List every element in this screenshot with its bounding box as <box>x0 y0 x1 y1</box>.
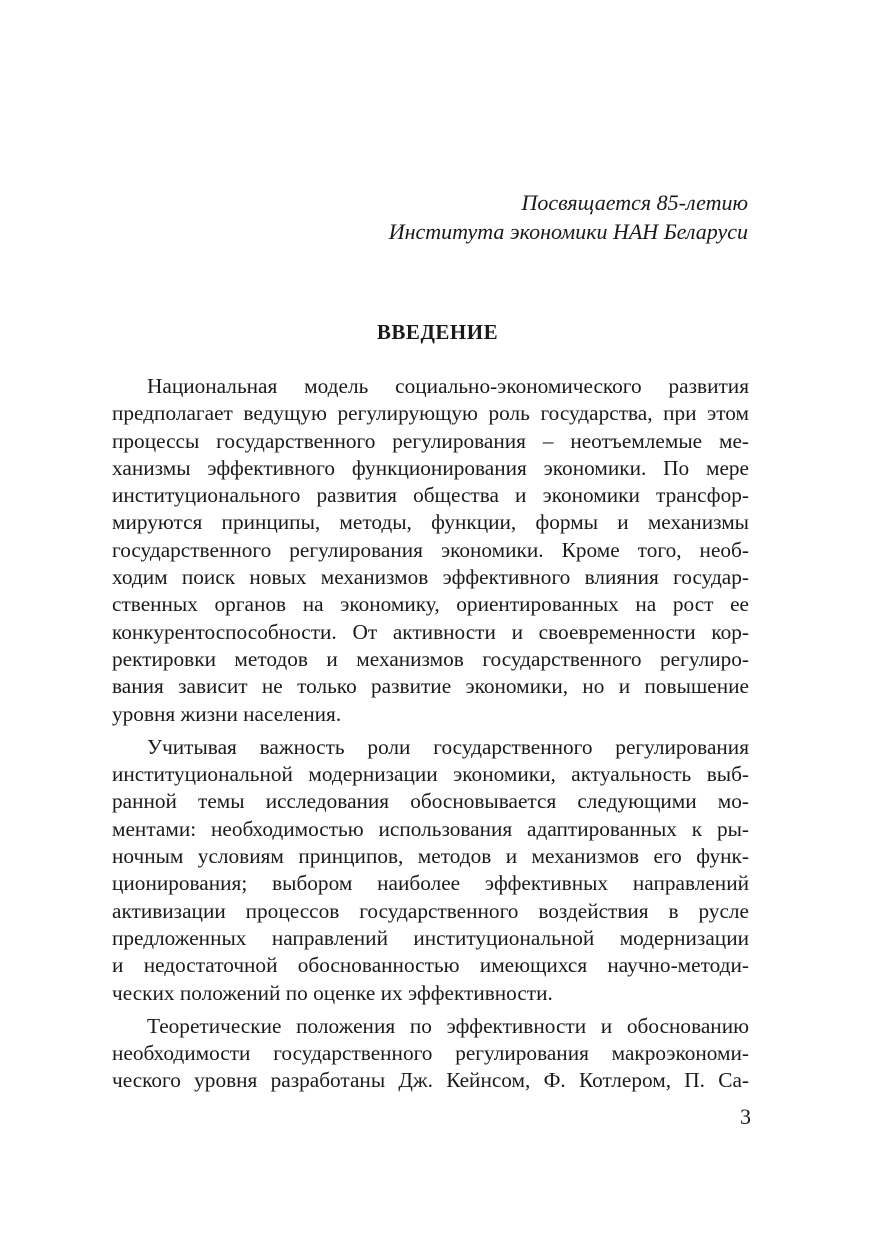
text-line: и недостаточной обоснованностью имеющихся научно-методи- <box>112 953 749 978</box>
text-line: ментами: необходимостью использования адаптированных к ры- <box>112 816 749 841</box>
text-line: ходим поиск новых механизмов эффективного влияния государ- <box>112 565 749 590</box>
section-heading: ВВЕДЕНИЕ <box>376 320 499 344</box>
text-line: активизации процессов государственного воздействия в русле <box>112 898 749 923</box>
paragraph <box>112 373 749 728</box>
text-line: необходимости государственного регулирования макроэкономи- <box>112 1041 749 1066</box>
text-line: процессы государственного регулирования – неотъемлемые ме- <box>112 428 749 453</box>
text-line: вания зависит не только развитие экономики, но и повышение <box>112 674 749 699</box>
text-line: институциональной модернизации экономики, актуальность выб- <box>112 762 749 787</box>
page-number: 3 <box>740 1104 751 1129</box>
text-line: предложенных направлений институциональной модернизации <box>112 925 749 950</box>
text-line: ческих положений по оценке их эффективности. <box>112 980 553 1005</box>
text-line: ректировки методов и механизмов государственного регулиро- <box>112 646 749 671</box>
dedication-line: Института экономики НАН Беларуси <box>388 219 748 244</box>
text-line: государственного регулирования экономики. Кроме того, необ- <box>112 537 749 562</box>
text-line: ночным условиям принципов, методов и механизмов его функ- <box>112 844 749 869</box>
text-line: ханизмы эффективного функционирования экономики. По мере <box>112 455 749 480</box>
text-line: Учитывая важность роли государственного регулирования <box>147 734 749 759</box>
text-line: ственных органов на экономику, ориентированных на рост ее <box>112 592 749 617</box>
text-line: ционирования; выбором наиболее эффективных направлений <box>112 871 749 896</box>
body-text <box>112 373 749 1101</box>
text-line: предполагает ведущую регулирующую роль государства, при этом <box>112 401 749 426</box>
text-line: Национальная модель социально-экономического развития <box>147 374 749 398</box>
paragraph <box>112 734 749 1007</box>
dedication <box>389 188 748 246</box>
text-line: ческого уровня разработаны Дж. Кейнсом, Ф. Котлером, П. Са- <box>112 1068 749 1093</box>
text-line: уровня жизни населения. <box>112 701 342 726</box>
dedication-line: Посвящается 85-летию <box>521 190 748 215</box>
text-line: ранной темы исследования обосновывается следующими мо- <box>112 789 749 814</box>
text-line: мируются принципы, методы, функции, формы и механизмы <box>112 510 749 535</box>
paragraph <box>112 1013 749 1095</box>
text-line: институционального развития общества и экономики трансфор- <box>112 483 749 508</box>
text-line: конкурентоспособности. От активности и своевременности кор- <box>112 619 749 644</box>
text-line: Теоретические положения по эффективности и обоснованию <box>147 1013 749 1038</box>
